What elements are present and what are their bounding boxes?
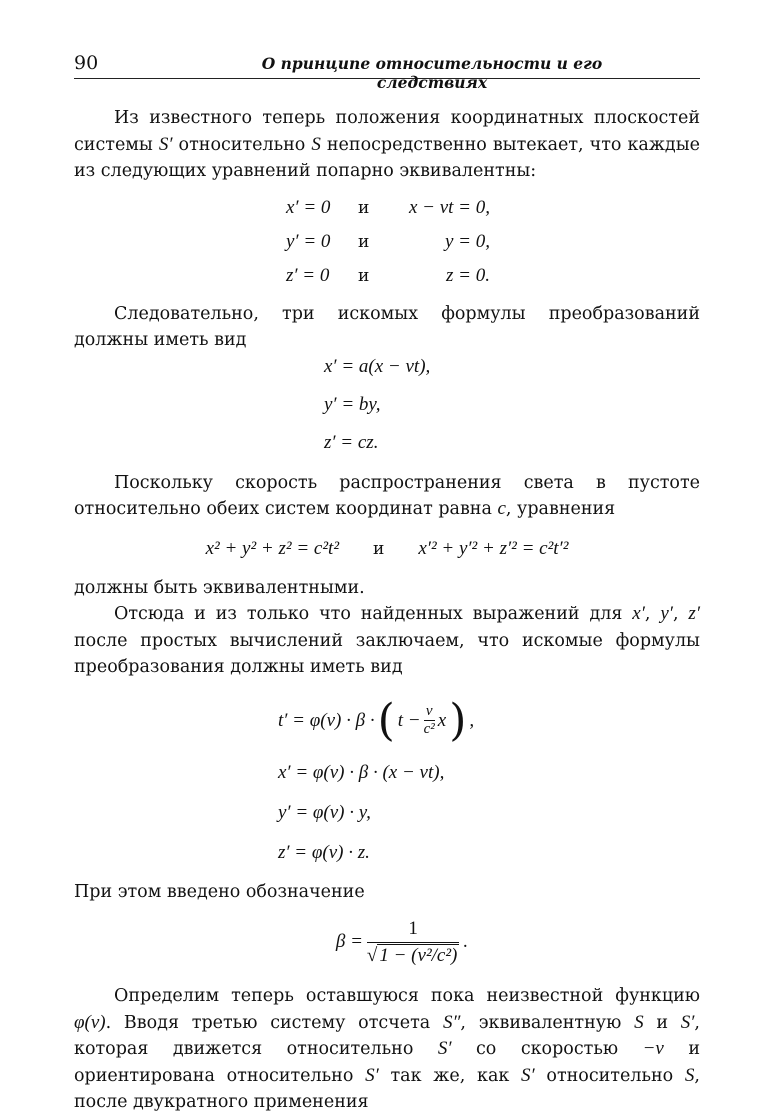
wave-left: x² + y² + z² = c²t² bbox=[205, 537, 340, 559]
equations-linear bbox=[324, 348, 700, 462]
equations-transform bbox=[278, 689, 700, 873]
paragraph-5: Отсюда и из только что найденных выражений для x′, y′, z′ после простых вычислений заключаем, что искомые формулы преобразования должны иметь вид bbox=[74, 603, 700, 677]
equation-x: x′ = a(x − vt), bbox=[324, 355, 431, 377]
running-title: О принципе относительности и его следствиях bbox=[261, 54, 603, 92]
paragraph-3: Поскольку скорость распространения света в пустоте относительно обеих систем координат равна c, уравнения bbox=[74, 472, 700, 519]
equation-z-transform: z′ = φ(v) · z. bbox=[278, 841, 370, 863]
equation-y-transform: y′ = φ(v) · y, bbox=[278, 801, 371, 823]
equation-beta: β = $\frac{1}{\text{√ 1 − (v²/c²)}}$ . bbox=[335, 917, 469, 966]
equation-wave bbox=[74, 523, 700, 575]
equation-row: z′ = 0 и z = 0. bbox=[286, 264, 490, 286]
equation-row: x′ = 0 и x − vt = 0, bbox=[286, 196, 490, 218]
equations-planes bbox=[286, 191, 700, 293]
paragraph-2: Следовательно, три искомых формулы преобразований должны иметь вид bbox=[74, 303, 700, 350]
wave-right: x′² + y′² + z′² = c²t′² bbox=[418, 537, 569, 559]
paragraph-4: должны быть эквивалентными. bbox=[74, 577, 365, 598]
equation-x-transform: x′ = φ(v) · β · (x − vt), bbox=[278, 761, 445, 783]
paragraph-1: Из известного теперь положения координатных плоскостей системы S′ относительно S непосредственно вытекает, что каждые из следующих уравнений попарно эквивалентны: bbox=[74, 108, 700, 181]
paragraph-7: Определим теперь оставшуюся пока неизвестной функцию φ(v). Вводя третью систему отсчета S″, эквивалентную S и S′, которая движется относительно S′ со скоростью −v и ориентирована относительно S′ так же, как S′ относительно S, после двукратного применения bbox=[74, 986, 700, 1112]
equation-y: y′ = by, bbox=[324, 393, 381, 415]
equation-t: t′ = φ(v) · β · ( t − $\frac{v}{\text{c²}}$ x ) , bbox=[278, 694, 475, 746]
wave-conj: и bbox=[373, 538, 385, 559]
page-header bbox=[74, 52, 700, 92]
page bbox=[74, 52, 700, 1116]
equation-row: y′ = 0 и y = 0, bbox=[286, 230, 490, 252]
equation-z: z′ = cz. bbox=[324, 431, 379, 453]
paragraph-6: При этом введено обозначение bbox=[74, 881, 365, 902]
page-number: 90 bbox=[74, 52, 99, 74]
